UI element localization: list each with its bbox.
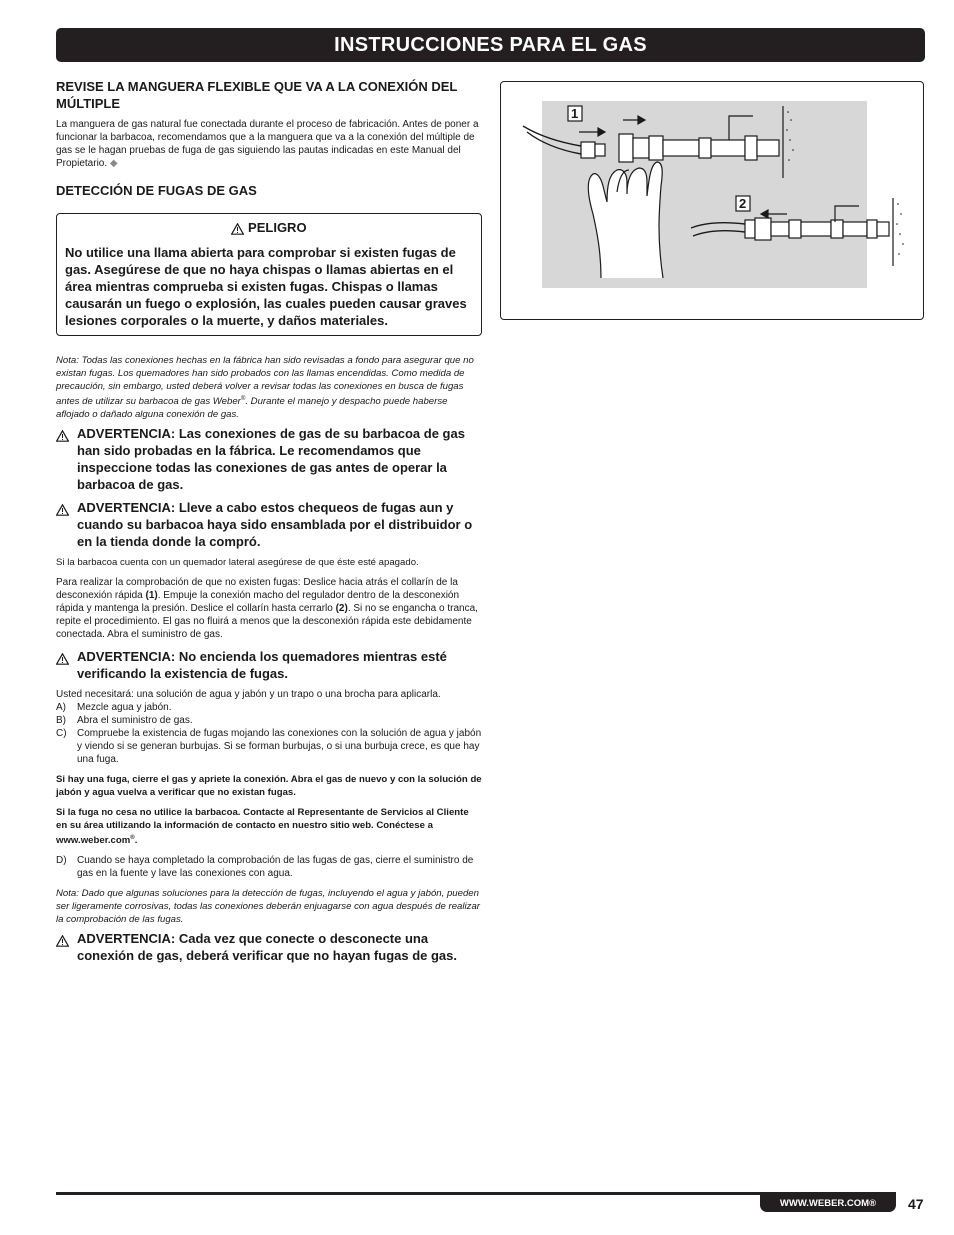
needs-paragraph: Usted necesitará: una solución de agua y jabón y un trapo o una brocha para aplicarla. — [56, 689, 441, 701]
page-number: 47 — [908, 1196, 924, 1212]
warning-text: ADVERTENCIA: Las conexiones de gas de su barbacoa de gas han sido probadas en la fábrica. Le recomendamos que inspeccione todas las conexiones de gas antes de operar la barbacoa de gas. — [77, 426, 465, 493]
step-letter: D) — [56, 855, 67, 867]
page-title-banner — [56, 28, 925, 62]
warning-text: ADVERTENCIA: Cada vez que conecte o desconecte una conexión de gas, deberá verificar que no hayan fugas de gas. — [77, 931, 458, 964]
warning-no-burners — [56, 648, 482, 682]
list-item — [56, 714, 482, 727]
warning-triangle-icon — [56, 425, 77, 493]
procedure-text-b: . Empuje la conexión macho del regulador dentro de la desconexión rápida y mantenga la presión. Deslice el collarín hasta cerrarlo — [56, 590, 460, 615]
step-text: Mezcle agua y jabón. — [77, 702, 172, 714]
list-item — [56, 854, 482, 880]
warning-dealer-assembled — [56, 499, 482, 550]
list-item — [56, 727, 482, 766]
procedure-text-a: Para realizar la comprobación de que no existen fugas: Deslice hacia atrás el collarín de la desconexión rápida — [56, 577, 458, 602]
persistent-leak-paragraph — [56, 806, 482, 847]
warning-connect-disconnect — [56, 930, 482, 964]
footer-url-tab — [760, 1194, 896, 1212]
note-corrosive: Nota: Dado que algunas soluciones para la detección de fugas, incluyendo el agua y jabón, pueden ser ligeramente corrosivas, todas las conexiones deberán enjuagarse con agua después de realizar la comprobación de las fugas. — [56, 888, 480, 926]
danger-text: No utilice una llama abierta para comprobar si existen fugas de gas. Asegúrese de que no haya chispas o llamas abiertas en el área mientras comprueba si existen fugas. Chispas o llamas causarán un fuego o explosión, las cuales pueden causar graves lesiones corporales o la muerte, y daños materiales. — [65, 245, 467, 328]
procedure-paragraph — [56, 576, 482, 641]
warning-triangle-icon — [56, 499, 77, 550]
callout-ref-1: (1) — [145, 590, 158, 602]
leak-fix-paragraph: Si hay una fuga, cierre el gas y apriete la conexión. Abra el gas de nuevo y con la solución de jabón y agua vuelva a verificar que no existan fugas. — [56, 774, 482, 799]
warning-triangle-icon — [231, 223, 244, 235]
warning-triangle-icon — [56, 648, 77, 682]
warning-triangle-icon — [56, 930, 77, 964]
steps-list-d — [56, 854, 482, 880]
danger-box — [56, 213, 482, 336]
persist-text-1: Si la fuga no cesa no utilice la barbacoa. Contacte al Representante de Servicios al Cliente en su área utilizando la información de contacto en nuestro sitio web. Conéctese a www.weber.com — [56, 807, 469, 847]
text-column — [56, 78, 482, 970]
list-item — [56, 701, 482, 714]
danger-heading-text: PELIGRO — [248, 220, 307, 235]
warning-text: ADVERTENCIA: Lleve a cabo estos chequeos de fugas aun y cuando su barbacoa haya sido ensamblada por el distribuidor o en la tienda donde la compró. — [77, 500, 473, 550]
step-text: Compruebe la existencia de fugas mojando las conexiones con la solución de agua y jabón y viendo si se generan burbujas. Si se forman burbujas, o si una burbuja crece, es que hay una fuga. — [77, 728, 482, 766]
warning-factory-tested — [56, 425, 482, 493]
step-text: Abra el suministro de gas. — [77, 715, 193, 727]
end-diamond-icon: ◆ — [109, 158, 118, 169]
danger-heading — [65, 220, 473, 236]
quick-disconnect-figure — [500, 81, 924, 320]
step-letter: C) — [56, 728, 67, 740]
hose-text: La manguera de gas natural fue conectada durante el proceso de fabricación. Antes de poner a funcionar la barbacoa, recomendamos que a la manguera que va a la conexión del múltiple de gas se le hagan pruebas de fuga de gas siguiendo las pautas indicadas en este Manual del Propietario. — [56, 119, 479, 169]
registered-mark: ® — [130, 835, 135, 842]
note-text-2: . Durante el manejo y despacho puede haberse aflojado o dañado alguna conexión de gas. — [56, 396, 448, 421]
section-title-leak-detection: DETECCIÓN DE FUGAS DE GAS — [56, 183, 257, 198]
callout-label-1: 1 — [571, 106, 579, 121]
note-factory-checks — [56, 354, 482, 421]
callout-ref-2: (2) — [335, 603, 348, 615]
section-title-hose: REVISE LA MANGUERA FLEXIBLE QUE VA A LA CONEXIÓN DEL MÚLTIPLE — [56, 79, 458, 111]
procedure-text-c: . Si no se engancha o tranca, repite el procedimiento. El gas no fluirá a menos que la desconexión rápida este debidamente conectada. Abra el suministro de gas. — [56, 603, 478, 641]
step-letter: A) — [56, 702, 66, 714]
step-letter: B) — [56, 715, 66, 727]
registered-mark: ® — [240, 396, 246, 402]
step-text: Cuando se haya completado la comprobación de las fugas de gas, cierre el suministro de gas en la fuente y lave las conexiones con agua. — [77, 855, 474, 880]
note-text-1: Nota: Todas las conexiones hechas en la fábrica han sido revisadas a fondo para asegurar que no existan fugas. Los quemadores han sido probados con las llamas encendidas. Como medida de precaución, sin embargo, usted deberá volver a revisar todas las conexiones en busca de fugas antes de utilizar su barbacoa de gas Weber — [56, 355, 474, 408]
footer-url: WWW.WEBER.COM® — [779, 1197, 877, 1209]
steps-list-abc — [56, 701, 482, 766]
persist-text-2: . — [134, 835, 138, 847]
warning-text: ADVERTENCIA: No encienda los quemadores mientras esté verificando la existencia de fugas. — [77, 649, 447, 682]
hose-paragraph — [56, 118, 482, 170]
quick-disconnect-illustration — [501, 82, 925, 321]
side-burner-note: Si la barbacoa cuenta con un quemador lateral asegúrese de que éste esté apagado. — [56, 557, 419, 569]
callout-label-2: 2 — [739, 196, 747, 211]
page-title: INSTRUCCIONES PARA EL GAS — [334, 33, 647, 56]
